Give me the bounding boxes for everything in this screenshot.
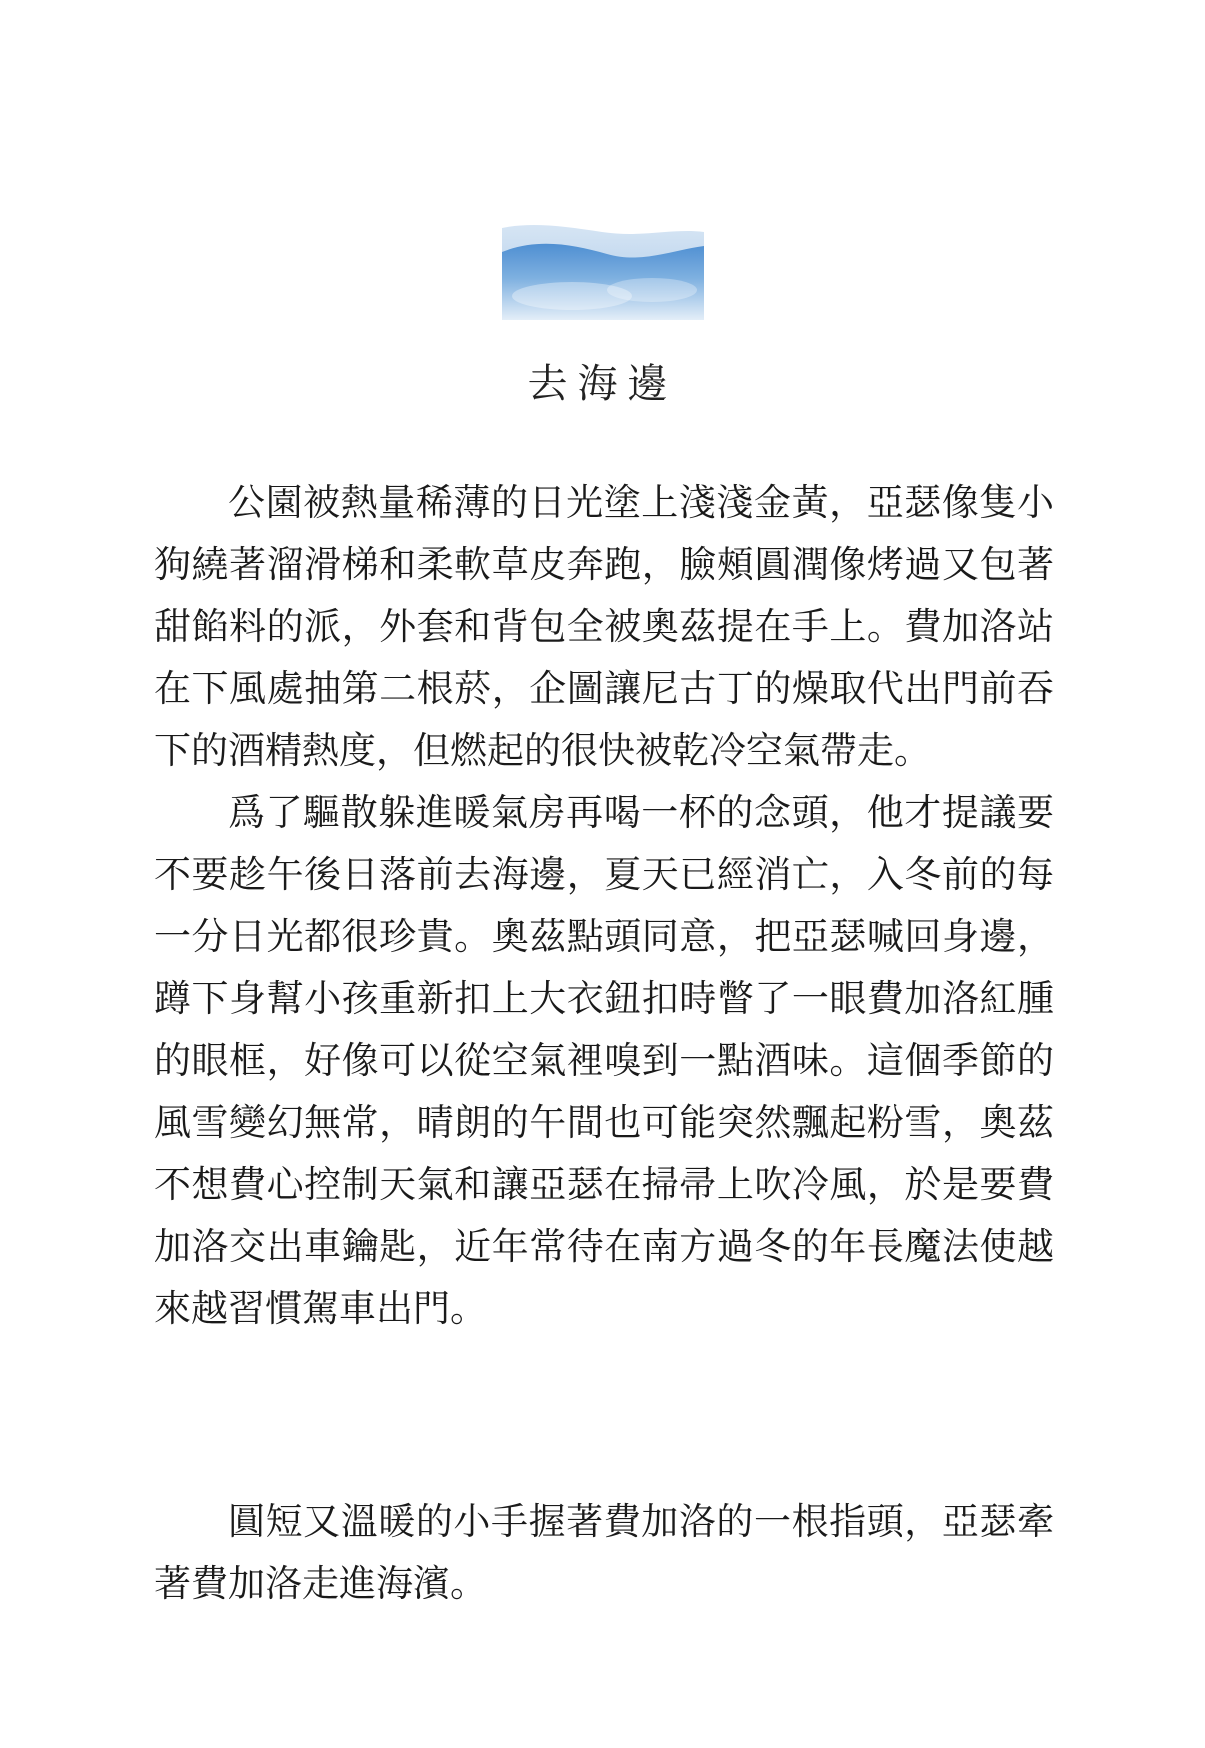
sea-wave-illustration: [502, 224, 704, 320]
text-section-1: [154, 472, 1054, 1340]
paragraph: 爲了驅散躲進暖氣房再喝一杯的念頭，他才提議要不要趁午後日落前去海邊，夏天已經消亡，入冬前的每一分日光都很珍貴。奧茲點頭同意，把亞瑟喊回身邊，蹲下身幫小孩重新扣上大衣鈕扣時瞥了一眼費加洛紅腫的眼框，好像可以從空氣裡嗅到一點酒味。這個季節的風雪變幻無常，晴朗的午間也可能突然飄起粉雪，奧茲不想費心控制天氣和讓亞瑟在掃帚上吹冷風，於是要費加洛交出車鑰匙，近年常待在南方過冬的年長魔法使越來越習慣駕車出門。: [154, 791, 1054, 1330]
paragraph: 圓短又溫暖的小手握著費加洛的一根指頭，亞瑟牽著費加洛走進海濱。: [154, 1500, 1054, 1605]
paragraph: 公園被熱量稀薄的日光塗上淺淺金黃，亞瑟像隻小狗繞著溜滑梯和柔軟草皮奔跑，臉頰圓潤像烤過又包著甜餡料的派，外套和背包全被奧茲提在手上。費加洛站在下風處抽第二根菸，企圖讓尼古丁的燥取代出門前吞下的酒精熱度，但燃起的很快被乾冷空氣帶走。: [154, 481, 1054, 772]
text-section-2: [154, 1491, 1054, 1615]
chapter-title: 去海邊: [527, 361, 678, 407]
